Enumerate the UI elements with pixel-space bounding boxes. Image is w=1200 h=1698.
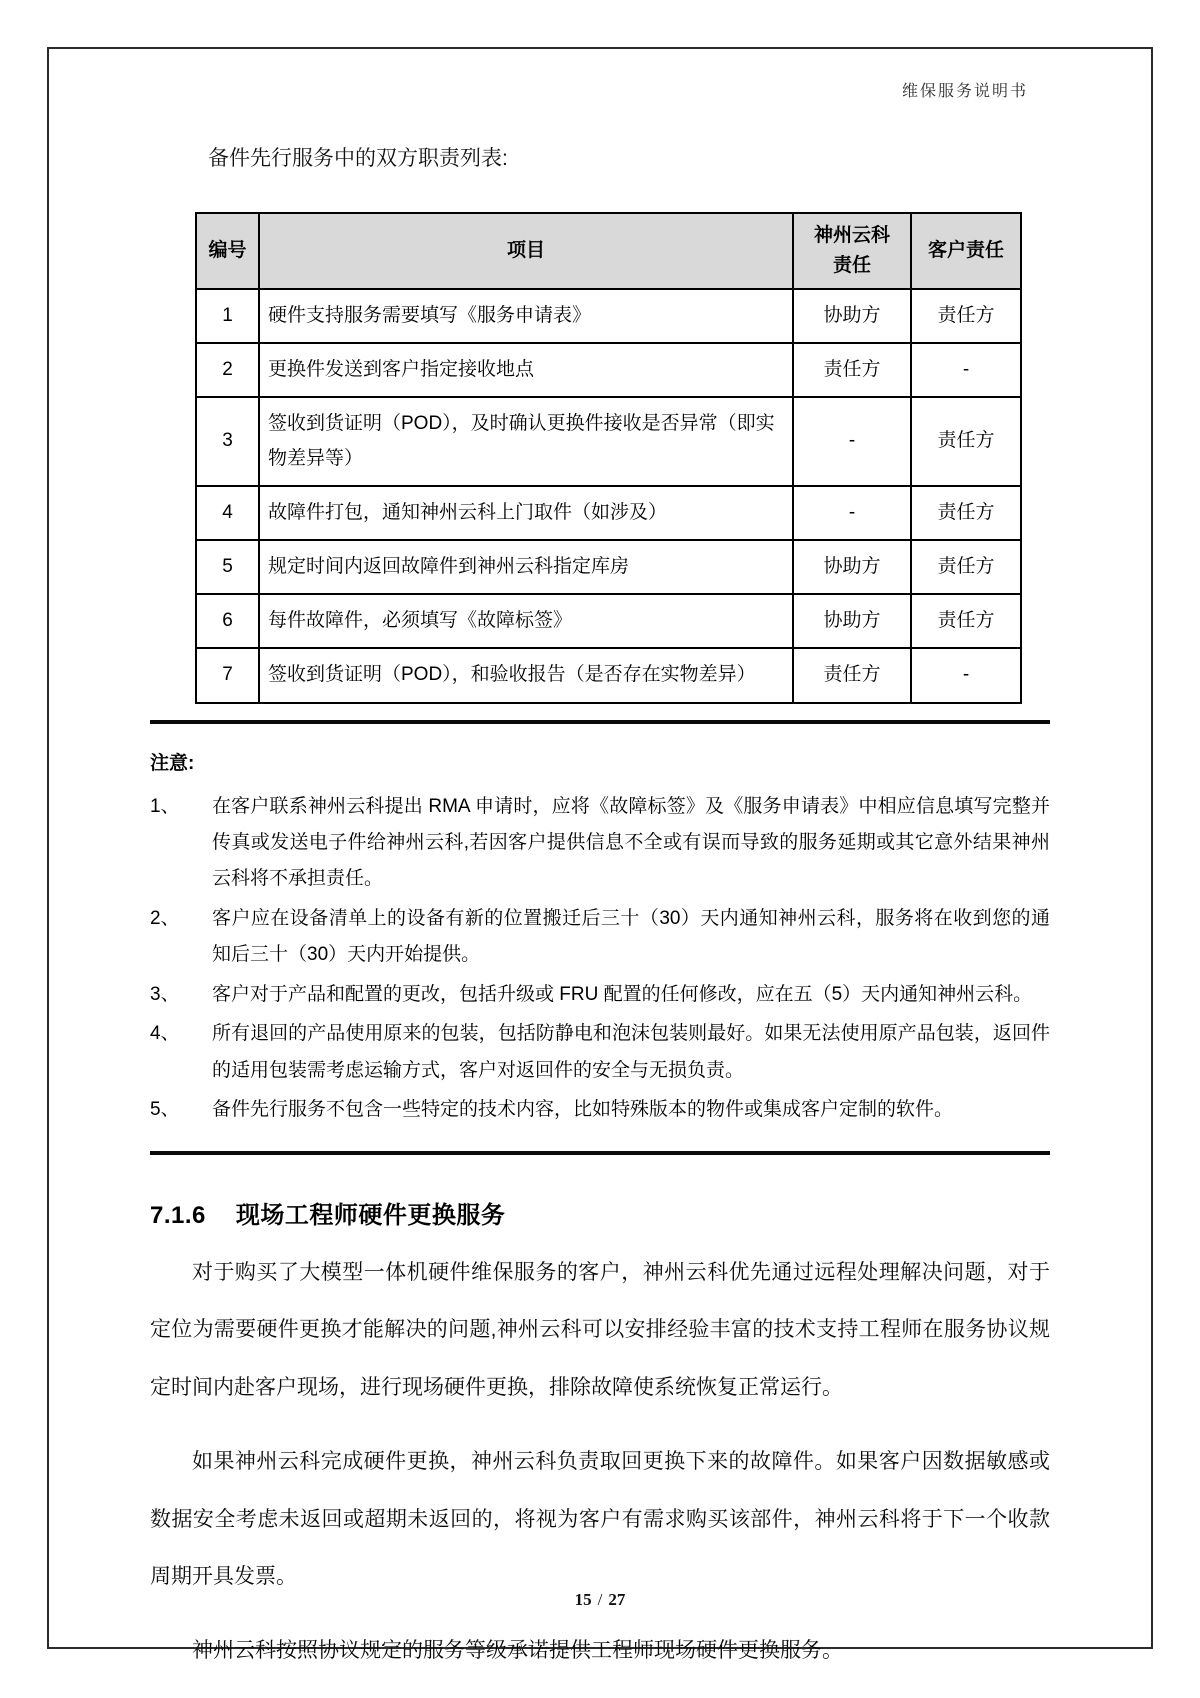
row-item: 更换件发送到客户指定接收地点 (259, 343, 793, 397)
page-content (150, 142, 1050, 1680)
row-customer-role: 责任方 (911, 486, 1021, 540)
row-vendor-role: - (793, 397, 911, 485)
list-item-number: 2、 (150, 907, 180, 929)
row-customer-role: 责任方 (911, 289, 1021, 343)
notes-list (150, 789, 1050, 1129)
document-header-title: 维保服务说明书 (901, 83, 1028, 100)
col-header-vendor-line1: 神州云科 (813, 224, 890, 246)
table-row (196, 594, 1021, 648)
table-row (196, 397, 1021, 485)
list-item (150, 977, 1050, 1013)
row-number: 3 (196, 397, 259, 485)
row-vendor-role: 协助方 (793, 540, 911, 594)
table-intro-line: 备件先行服务中的双方职责列表: (208, 147, 508, 170)
table-row (196, 343, 1021, 397)
list-item-text: 备件先行服务不包含一些特定的技术内容，比如特殊版本的物件或集成客户定制的软件。 (212, 1099, 954, 1121)
page-number-current: 15 (574, 1590, 592, 1609)
table-row (196, 540, 1021, 594)
row-vendor-role: 责任方 (793, 648, 911, 702)
list-item (150, 901, 1050, 974)
horizontal-rule-top (150, 720, 1050, 724)
row-vendor-role: 协助方 (793, 594, 911, 648)
list-item-number: 5、 (150, 1099, 180, 1121)
row-customer-role: 责任方 (911, 594, 1021, 648)
col-header-customer-responsibility: 客户责任 (911, 213, 1021, 289)
row-vendor-role: - (793, 486, 911, 540)
list-item (150, 789, 1050, 898)
list-item-number: 3、 (150, 983, 180, 1005)
horizontal-rule-bottom (150, 1151, 1050, 1155)
section-title: 现场工程师硬件更换服务 (235, 1201, 506, 1229)
row-customer-role: - (911, 648, 1021, 702)
list-item-number: 1、 (150, 795, 180, 817)
section-body (150, 1244, 1050, 1680)
notes-label: 注意: (150, 752, 195, 774)
row-number: 1 (196, 289, 259, 343)
section-heading (150, 1195, 1050, 1230)
row-number: 5 (196, 540, 259, 594)
col-header-vendor-line2: 责任 (832, 255, 871, 276)
list-item-text: 客户应在设备清单上的设备有新的位置搬迁后三十（30）天内通知神州云科，服务将在收到您的通知后三十（30）天内开始提供。 (212, 907, 1050, 966)
row-number: 6 (196, 594, 259, 648)
list-item-text: 客户对于产品和配置的更改，包括升级或 FRU 配置的任何修改，应在五（5）天内通知神州云科。 (212, 983, 1033, 1005)
list-item-text: 在客户联系神州云科提出 RMA 申请时，应将《故障标签》及《服务申请表》中相应信息填写完整并传真或发送电子件给神州云科,若因客户提供信息不全或有误而导致的服务延期或其它意外结果神州云科将不承担责任。 (212, 795, 1050, 890)
row-customer-role: 责任方 (911, 397, 1021, 485)
table-header-row (196, 213, 1021, 289)
page-footer (0, 1590, 1200, 1610)
row-number: 2 (196, 343, 259, 397)
table-row (196, 648, 1021, 702)
list-item (150, 1016, 1050, 1089)
row-item: 规定时间内返回故障件到神州云科指定库房 (259, 540, 793, 594)
list-item-text: 所有退回的产品使用原来的包装，包括防静电和泡沫包装则最好。如果无法使用原产品包装，返回件的适用包装需考虑运输方式，客户对返回件的安全与无损负责。 (212, 1023, 1050, 1081)
col-header-item: 项目 (259, 213, 793, 289)
body-paragraph: 对于购买了大模型一体机硬件维保服务的客户，神州云科优先通过远程处理解决问题，对于定位为需要硬件更换才能解决的问题,神州云科可以安排经验丰富的技术支持工程师在服务协议规定时间内赴客户现场，进行现场硬件更换，排除故障使系统恢复正常运行。 (150, 1260, 1050, 1400)
section-number: 7.1.6 (150, 1201, 206, 1229)
row-item: 每件故障件，必须填写《故障标签》 (259, 594, 793, 648)
col-header-vendor-responsibility (793, 213, 911, 289)
row-item: 签收到货证明（POD），及时确认更换件接收是否异常（即实物差异等） (259, 397, 793, 485)
row-customer-role: - (911, 343, 1021, 397)
row-number: 4 (196, 486, 259, 540)
responsibility-table (195, 212, 1022, 704)
body-paragraph: 神州云科按照协议规定的服务等级承诺提供工程师现场硬件更换服务。 (192, 1639, 843, 1663)
page-number-separator: / (597, 1590, 603, 1609)
row-item: 故障件打包，通知神州云科上门取件（如涉及） (259, 486, 793, 540)
table-row (196, 289, 1021, 343)
list-item-number: 4、 (150, 1023, 180, 1045)
list-item (150, 1092, 1050, 1128)
row-customer-role: 责任方 (911, 540, 1021, 594)
row-item: 硬件支持服务需要填写《服务申请表》 (259, 289, 793, 343)
row-item: 签收到货证明（POD），和验收报告（是否存在实物差异） (259, 648, 793, 702)
body-paragraph: 如果神州云科完成硬件更换，神州云科负责取回更换下来的故障件。如果客户因数据敏感或数据安全考虑未返回或超期未返回的，将视为客户有需求购买该部件，神州云科将于下一个收款周期开具发票。 (150, 1449, 1050, 1589)
row-number: 7 (196, 648, 259, 702)
row-vendor-role: 协助方 (793, 289, 911, 343)
table-row (196, 486, 1021, 540)
col-header-number: 编号 (196, 213, 259, 289)
row-vendor-role: 责任方 (793, 343, 911, 397)
page-number-total: 27 (608, 1590, 626, 1609)
